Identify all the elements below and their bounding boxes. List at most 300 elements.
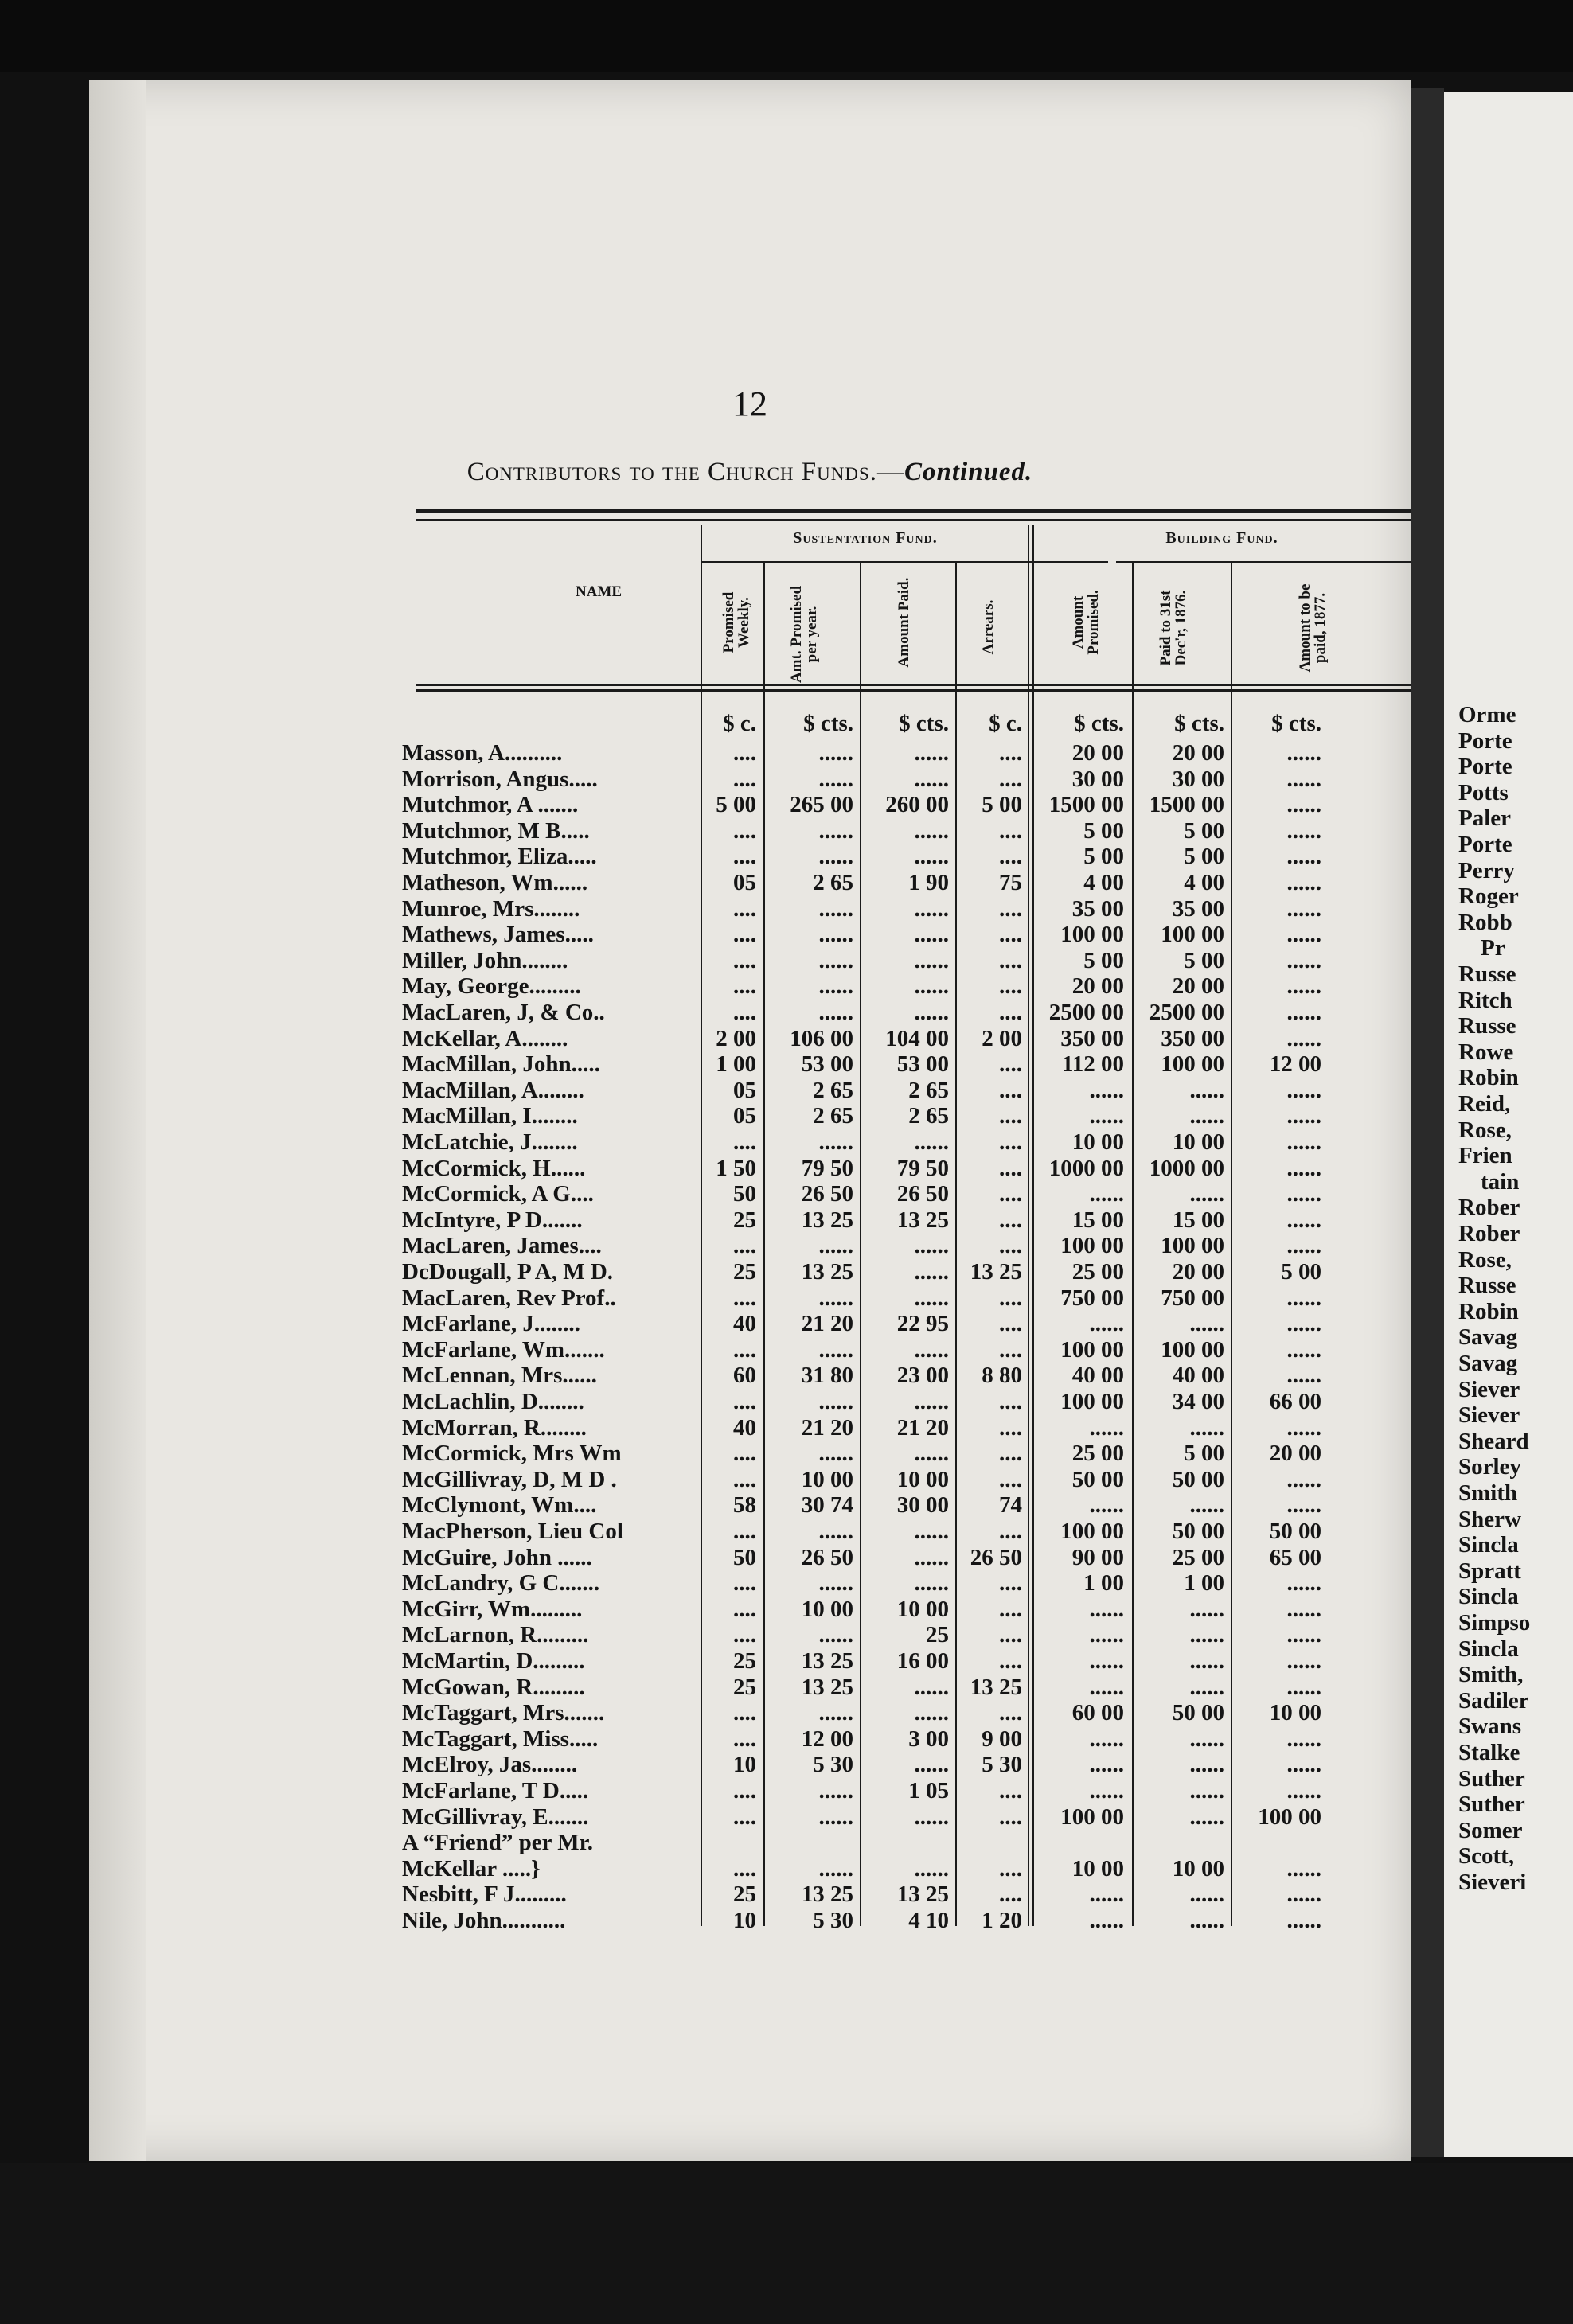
amount-cell: 05 xyxy=(733,1103,756,1129)
amount-cell: ...... xyxy=(1286,1881,1321,1908)
right-page-name: Russe xyxy=(1458,961,1516,987)
amount-cell: .... xyxy=(733,817,756,844)
amount-cell: ...... xyxy=(1189,1414,1224,1441)
right-page-name: tain xyxy=(1481,1168,1520,1195)
right-page-name: Scott, xyxy=(1458,1843,1515,1870)
amount-cell: 25 00 xyxy=(1172,1544,1224,1570)
amount-cell: ...... xyxy=(914,1803,949,1830)
amount-cell: ...... xyxy=(1286,1285,1321,1311)
amount-cell: ...... xyxy=(914,844,949,870)
amount-cell: 40 00 xyxy=(1071,1363,1124,1389)
table-row xyxy=(89,1569,1411,1597)
amount-cell: 26 50 xyxy=(801,1181,853,1207)
table-row xyxy=(89,1725,1411,1753)
amount-cell: ...... xyxy=(1089,1596,1124,1622)
contributor-name: Masson, A.......... xyxy=(402,740,563,766)
amount-cell: .... xyxy=(733,1700,756,1726)
table-row xyxy=(89,1854,1411,1883)
amount-cell: .... xyxy=(999,1700,1022,1726)
amount-cell: .... xyxy=(733,947,756,973)
amount-cell: ...... xyxy=(914,1570,949,1597)
amount-cell: 1500 00 xyxy=(1048,792,1124,818)
page-number: 12 xyxy=(732,384,767,423)
amount-cell: .... xyxy=(733,1129,756,1155)
unit-label: $ cts. xyxy=(899,711,949,736)
amt-promised-per-year-header: Amt. Promised per year. xyxy=(788,585,820,684)
table-row xyxy=(89,1906,1411,1935)
contributor-name: McKellar .....} xyxy=(402,1855,541,1881)
amount-cell: 10 xyxy=(733,1752,756,1778)
right-page-name: Suther xyxy=(1458,1792,1525,1818)
amount-cell: 2 65 xyxy=(813,870,853,895)
amount-cell: 13 25 xyxy=(970,1259,1022,1285)
table-row xyxy=(89,998,1411,1027)
contributor-name: MacLaren, James.... xyxy=(402,1233,602,1259)
amount-cell: ...... xyxy=(1286,973,1321,1000)
amount-cell: 50 00 xyxy=(1172,1466,1224,1492)
building-group-rule xyxy=(1116,561,1411,563)
amount-cell: 265 00 xyxy=(790,792,853,818)
amount-cell: .... xyxy=(999,1778,1022,1803)
amount-cell: ...... xyxy=(1286,1077,1321,1103)
table-row xyxy=(89,1336,1411,1364)
amount-cell: .... xyxy=(999,1648,1022,1674)
table-row xyxy=(89,1024,1411,1053)
amount-cell: 100 00 xyxy=(1161,1051,1224,1078)
amount-cell: 5 00 xyxy=(1083,947,1124,973)
amount-cell: 20 00 xyxy=(1172,973,1224,1000)
amount-cell: ...... xyxy=(1189,1596,1224,1622)
table-row xyxy=(89,1595,1411,1624)
running-title xyxy=(89,458,1411,487)
table-row xyxy=(89,1673,1411,1702)
amount-cell: .... xyxy=(733,1803,756,1830)
right-page-name: Siever xyxy=(1458,1376,1520,1402)
table-row xyxy=(89,1439,1411,1468)
amount-cell: ...... xyxy=(1286,844,1321,870)
contributor-name: McGowan, R......... xyxy=(402,1674,585,1700)
table-row xyxy=(89,790,1411,819)
amount-cell: ...... xyxy=(818,1129,853,1155)
right-page xyxy=(1444,92,1573,2157)
contributor-name: McMartin, D......... xyxy=(402,1648,585,1674)
amount-cell: ...... xyxy=(1286,1129,1321,1155)
amount-cell: ...... xyxy=(1189,1674,1224,1700)
amount-cell: 104 00 xyxy=(885,1025,949,1051)
amount-cell: ...... xyxy=(1286,1181,1321,1207)
amount-cell: ...... xyxy=(1089,1674,1124,1700)
amount-cell: 100 00 xyxy=(1060,1803,1124,1830)
amount-cell: .... xyxy=(733,844,756,870)
scan-border-top xyxy=(0,0,1573,72)
amount-cell: ...... xyxy=(818,740,853,766)
contributor-name: MacPherson, Lieu Col xyxy=(402,1519,623,1544)
amount-cell: 2 00 xyxy=(716,1025,756,1051)
amount-cell: 25 00 xyxy=(1071,1441,1124,1467)
amount-cell: 25 xyxy=(733,1674,756,1700)
amount-cell: 13 25 xyxy=(970,1674,1022,1700)
amount-cell: .... xyxy=(999,1103,1022,1129)
contributor-name: MacMillan, John..... xyxy=(402,1051,600,1078)
right-page-name: Suther xyxy=(1458,1765,1525,1792)
amount-cell: ...... xyxy=(1286,1570,1321,1597)
right-page-name: Porte xyxy=(1458,727,1512,754)
amount-cell xyxy=(855,1828,949,1857)
right-page-name: Somer xyxy=(1458,1817,1523,1843)
amount-cell: ...... xyxy=(1089,1622,1124,1648)
amount-cell: 13 25 xyxy=(801,1207,853,1233)
table-row xyxy=(89,972,1411,1000)
amount-cell: ...... xyxy=(1089,1103,1124,1129)
amount-cell: 10 00 xyxy=(801,1466,853,1492)
amount-cell: ...... xyxy=(914,1752,949,1778)
amount-cell: 12 00 xyxy=(801,1725,853,1752)
right-page-name: Roger xyxy=(1458,883,1519,910)
amount-cell: 2500 00 xyxy=(1149,1000,1224,1025)
amount-cell: 21 20 xyxy=(801,1311,853,1337)
amount-cell: 79 50 xyxy=(801,1155,853,1181)
amount-cell: 13 25 xyxy=(801,1674,853,1700)
amount-cell: ...... xyxy=(1089,1077,1124,1103)
amount-cell: 10 00 xyxy=(1071,1855,1124,1881)
amount-cell: ...... xyxy=(1286,766,1321,792)
amount-cell: ...... xyxy=(818,947,853,973)
right-page-name: Porte xyxy=(1458,754,1512,780)
contributor-name: Mutchmor, Eliza..... xyxy=(402,844,597,870)
right-page-name: Simpso xyxy=(1458,1610,1531,1636)
table-row xyxy=(89,765,1411,794)
amount-cell: ...... xyxy=(1089,1648,1124,1674)
amount-cell: 3 00 xyxy=(908,1725,949,1752)
amount-cell: 1 20 xyxy=(982,1908,1022,1933)
amount-cell: ...... xyxy=(914,1000,949,1025)
amount-cell: .... xyxy=(733,1725,756,1752)
amount-cell: 26 50 xyxy=(896,1181,949,1207)
right-page-name: Russe xyxy=(1458,1273,1516,1299)
amount-cell: 05 xyxy=(733,870,756,895)
right-page-name: Potts xyxy=(1458,779,1509,805)
amount-cell: 25 00 xyxy=(1071,1259,1124,1285)
amount-cell: 53 00 xyxy=(896,1051,949,1078)
amount-cell: .... xyxy=(733,1441,756,1467)
amount-cell: ...... xyxy=(818,1778,853,1803)
amount-cell: ...... xyxy=(1286,1752,1321,1778)
amount-cell: .... xyxy=(733,1596,756,1622)
right-page-name: Rose, xyxy=(1458,1117,1512,1143)
arrears-header: Arrears. xyxy=(980,599,997,655)
amount-cell: 100 00 xyxy=(1161,922,1224,948)
amount-cell: 1 00 xyxy=(1184,1570,1224,1597)
amount-cell: 30 74 xyxy=(801,1492,853,1519)
amount-cell: ...... xyxy=(818,922,853,948)
amount-cell: .... xyxy=(999,740,1022,766)
amount-cell: 25 xyxy=(733,1259,756,1285)
amount-cell: 1500 00 xyxy=(1149,792,1224,818)
amount-cell: .... xyxy=(999,1389,1022,1414)
right-page-name: Orme xyxy=(1458,702,1516,727)
amount-cell: 13 25 xyxy=(801,1881,853,1908)
amount-cell: .... xyxy=(733,895,756,922)
amount-cell: .... xyxy=(733,1778,756,1803)
right-page-name: Perry xyxy=(1458,857,1515,883)
right-page-name: Ritch xyxy=(1458,987,1512,1013)
amount-cell: ...... xyxy=(914,973,949,1000)
amount-cell: ...... xyxy=(1286,1622,1321,1648)
right-page-name: Russe xyxy=(1458,1013,1516,1039)
amount-cell: 100 00 xyxy=(1161,1336,1224,1363)
amount-cell: 20 00 xyxy=(1269,1441,1321,1467)
table-row xyxy=(89,1206,1411,1234)
amount-cell: 66 00 xyxy=(1269,1389,1321,1414)
amount-cell: .... xyxy=(999,1336,1022,1363)
amount-cell: ...... xyxy=(914,1129,949,1155)
amount-cell: 4 00 xyxy=(1083,870,1124,895)
right-page-name: Rose, xyxy=(1458,1246,1512,1273)
table-row xyxy=(89,1465,1411,1494)
right-page-name: Sieveri xyxy=(1458,1870,1527,1895)
amount-cell: 79 50 xyxy=(896,1155,949,1181)
amount-cell: 8 80 xyxy=(982,1363,1022,1389)
amount-cell: 112 00 xyxy=(1061,1051,1124,1078)
amount-cell: 50 xyxy=(733,1181,756,1207)
right-page-name: Swans xyxy=(1458,1714,1521,1740)
table-row xyxy=(89,868,1411,897)
unit-label: $ cts. xyxy=(1074,711,1124,736)
unit-label: $ cts. xyxy=(1174,711,1224,736)
amount-cell: .... xyxy=(999,1181,1022,1207)
right-page-name: Sincla xyxy=(1458,1584,1519,1610)
contributor-name: McCormick, A G.... xyxy=(402,1181,594,1207)
table-row xyxy=(89,1828,1411,1857)
amount-cell: .... xyxy=(733,1466,756,1492)
amount-cell: 20 00 xyxy=(1071,740,1124,766)
contributor-name: Nesbitt, F J......... xyxy=(402,1881,567,1908)
amount-cell: .... xyxy=(999,1051,1022,1078)
amount-cell: 1 05 xyxy=(908,1778,949,1803)
contributor-name: McLatchie, J........ xyxy=(402,1129,578,1155)
amount-cell: ...... xyxy=(1286,817,1321,844)
contributor-name: McLandry, G C....... xyxy=(402,1570,600,1597)
amount-cell: ...... xyxy=(1286,1778,1321,1803)
amount-cell: ...... xyxy=(914,1519,949,1544)
amount-cell: 30 00 xyxy=(1071,766,1124,792)
amount-cell: 5 00 xyxy=(1184,947,1224,973)
amount-cell: .... xyxy=(999,947,1022,973)
amount-cell: 13 25 xyxy=(896,1207,949,1233)
amount-cell: 5 00 xyxy=(1083,844,1124,870)
amount-cell: .... xyxy=(999,1466,1022,1492)
amount-cell: 5 30 xyxy=(813,1908,853,1933)
amount-cell: .... xyxy=(999,973,1022,1000)
table-row xyxy=(89,1258,1411,1286)
amount-cell: 10 00 xyxy=(801,1596,853,1622)
amount-cell: .... xyxy=(999,1311,1022,1337)
amount-cell: ...... xyxy=(914,1441,949,1467)
amount-cell: 750 00 xyxy=(1060,1285,1124,1311)
amount-cell: ...... xyxy=(1286,922,1321,948)
contributor-name: A “Friend” per Mr. xyxy=(402,1830,594,1856)
amount-cell xyxy=(1025,1828,1124,1857)
amount-cell: ...... xyxy=(1286,1674,1321,1700)
table-row xyxy=(89,1128,1411,1156)
amount-cell: 20 00 xyxy=(1172,1259,1224,1285)
unit-label: $ cts. xyxy=(1271,711,1321,736)
contributor-name: McFarlane, Wm....... xyxy=(402,1336,605,1363)
unit-label: $ c. xyxy=(723,711,756,736)
contributor-name: Mutchmor, A ....... xyxy=(402,792,579,818)
contributor-name: McTaggart, Mrs....... xyxy=(402,1700,605,1726)
amount-cell: 30 00 xyxy=(1172,766,1224,792)
amount-cell: 10 00 xyxy=(1172,1129,1224,1155)
contributor-name: McLachlin, D........ xyxy=(402,1389,584,1414)
contributor-name: McClymont, Wm.... xyxy=(402,1492,597,1519)
amount-cell: 20 00 xyxy=(1172,740,1224,766)
contributor-name: Matheson, Wm...... xyxy=(402,870,588,895)
right-page-name: Spratt xyxy=(1458,1558,1521,1584)
right-page-name: Paler xyxy=(1458,805,1512,832)
amount-cell: 74 xyxy=(999,1492,1022,1519)
amount-cell: ...... xyxy=(914,817,949,844)
amount-cell: 5 30 xyxy=(813,1752,853,1778)
amount-cell: 100 00 xyxy=(1258,1803,1321,1830)
right-page-name: Porte xyxy=(1458,832,1512,857)
amount-cell: ...... xyxy=(914,766,949,792)
right-page-name: Robin xyxy=(1458,1298,1519,1324)
table-row xyxy=(89,1776,1411,1805)
amount-cell: 2 65 xyxy=(813,1103,853,1129)
right-page-name: Savag xyxy=(1458,1351,1518,1376)
amount-to-be-paid-1877-header: Amount to be paid, 1877. xyxy=(1297,583,1329,673)
amount-cell: 25 xyxy=(733,1648,756,1674)
amount-cell: ...... xyxy=(1089,1492,1124,1519)
amount-cell: ...... xyxy=(914,1389,949,1414)
amount-cell: 26 50 xyxy=(801,1544,853,1570)
amount-cell: ...... xyxy=(1286,1336,1321,1363)
amount-cell: .... xyxy=(733,1285,756,1311)
table-row xyxy=(89,1543,1411,1572)
right-page-name: Sheard xyxy=(1458,1428,1529,1454)
amount-cell: 25 xyxy=(733,1207,756,1233)
paid-to-31st-dec-header: Paid to 31st Dec'r, 1876. xyxy=(1157,590,1189,666)
amount-cell: 25 xyxy=(926,1622,949,1648)
amount-cell: ...... xyxy=(1189,1648,1224,1674)
amount-cell: ...... xyxy=(818,1570,853,1597)
amount-cell xyxy=(954,1828,1022,1857)
header-bottom-rule-thick xyxy=(416,689,1411,692)
amount-cell: ...... xyxy=(914,740,949,766)
contributor-name: Munroe, Mrs........ xyxy=(402,895,580,922)
right-page-name: Rowe xyxy=(1458,1039,1514,1065)
amount-cell: 5 00 xyxy=(1281,1259,1321,1285)
scan-border-bottom xyxy=(0,2163,1573,2324)
amount-cell: ...... xyxy=(1089,1752,1124,1778)
amount-cell: ...... xyxy=(1286,1363,1321,1389)
table-top-rule xyxy=(416,509,1411,513)
amount-cell: ...... xyxy=(1089,1778,1124,1803)
left-page xyxy=(89,80,1411,2161)
amount-cell: .... xyxy=(733,1233,756,1259)
amount-cell: ...... xyxy=(818,817,853,844)
table-row xyxy=(89,1309,1411,1338)
amount-cell: .... xyxy=(999,1596,1022,1622)
amount-cell: ...... xyxy=(1189,1908,1224,1933)
amount-cell: 13 25 xyxy=(801,1648,853,1674)
amount-cell: 30 00 xyxy=(896,1492,949,1519)
contributor-name: Morrison, Angus..... xyxy=(402,766,598,792)
amount-cell: 106 00 xyxy=(790,1025,853,1051)
amount-cell: .... xyxy=(999,1207,1022,1233)
contributor-name: MacLaren, Rev Prof.. xyxy=(402,1285,616,1311)
amount-cell: 25 xyxy=(733,1881,756,1908)
amount-cell: ...... xyxy=(818,1622,853,1648)
amount-cell: 35 00 xyxy=(1172,895,1224,922)
contributor-name: McCormick, H...... xyxy=(402,1155,586,1181)
right-page-name: Pr xyxy=(1481,935,1505,961)
unit-label: $ cts. xyxy=(803,711,853,736)
amount-cell: ...... xyxy=(1189,1778,1224,1803)
contributor-name: McGillivray, D, M D . xyxy=(402,1466,617,1492)
amount-cell: 35 00 xyxy=(1071,895,1124,922)
amount-cell: ...... xyxy=(1189,1181,1224,1207)
contributor-name: McElroy, Jas........ xyxy=(402,1752,578,1778)
sustentation-fund-header: Sustentation Fund. xyxy=(793,529,938,547)
table-top-rule-thin xyxy=(416,519,1411,521)
amount-cell: ...... xyxy=(1286,947,1321,973)
amount-cell: .... xyxy=(999,1881,1022,1908)
contributor-name: Mutchmor, M B..... xyxy=(402,817,590,844)
amount-cell: 2 65 xyxy=(908,1103,949,1129)
amount-cell: ...... xyxy=(1286,895,1321,922)
table-row xyxy=(89,817,1411,845)
amount-cell: 100 00 xyxy=(1060,1389,1124,1414)
amount-cell: ...... xyxy=(1286,1466,1321,1492)
amount-cell: 50 xyxy=(733,1544,756,1570)
amount-cell: 40 00 xyxy=(1172,1363,1224,1389)
amount-cell: ...... xyxy=(1089,1181,1124,1207)
unit-label: $ c. xyxy=(989,711,1022,736)
amount-cell: ...... xyxy=(818,844,853,870)
table-row xyxy=(89,1076,1411,1105)
amount-cell: 5 00 xyxy=(1184,817,1224,844)
amount-cell: .... xyxy=(733,1000,756,1025)
amount-cell: 05 xyxy=(733,1077,756,1103)
amount-cell: .... xyxy=(999,1570,1022,1597)
building-fund-header: Building Fund. xyxy=(1165,529,1278,547)
amount-cell: 5 00 xyxy=(1184,1441,1224,1467)
right-page-name: Siever xyxy=(1458,1402,1520,1429)
amount-cell: ...... xyxy=(1089,1311,1124,1337)
amount-cell: 9 00 xyxy=(982,1725,1022,1752)
table-row xyxy=(89,1180,1411,1208)
amount-cell: 10 xyxy=(733,1908,756,1933)
contributor-name: McGirr, Wm......... xyxy=(402,1596,583,1622)
promised-weekly-header: Promised Weekly. xyxy=(720,591,752,653)
amount-cell: 100 00 xyxy=(1161,1233,1224,1259)
contributor-name: McCormick, Mrs Wm xyxy=(402,1441,622,1467)
amount-cell: ...... xyxy=(1286,1155,1321,1181)
amount-cell: ...... xyxy=(818,1803,853,1830)
right-page-name: Savag xyxy=(1458,1324,1518,1351)
amount-cell: ...... xyxy=(818,1233,853,1259)
amount-cell: ...... xyxy=(1189,1803,1224,1830)
right-page-name: Sincla xyxy=(1458,1532,1519,1558)
amount-cell: ...... xyxy=(1189,1103,1224,1129)
amount-cell: ...... xyxy=(818,1000,853,1025)
right-page-name: Frien xyxy=(1458,1143,1512,1169)
amount-cell: ...... xyxy=(914,947,949,973)
amount-cell: 350 00 xyxy=(1161,1025,1224,1051)
table-row xyxy=(89,842,1411,871)
